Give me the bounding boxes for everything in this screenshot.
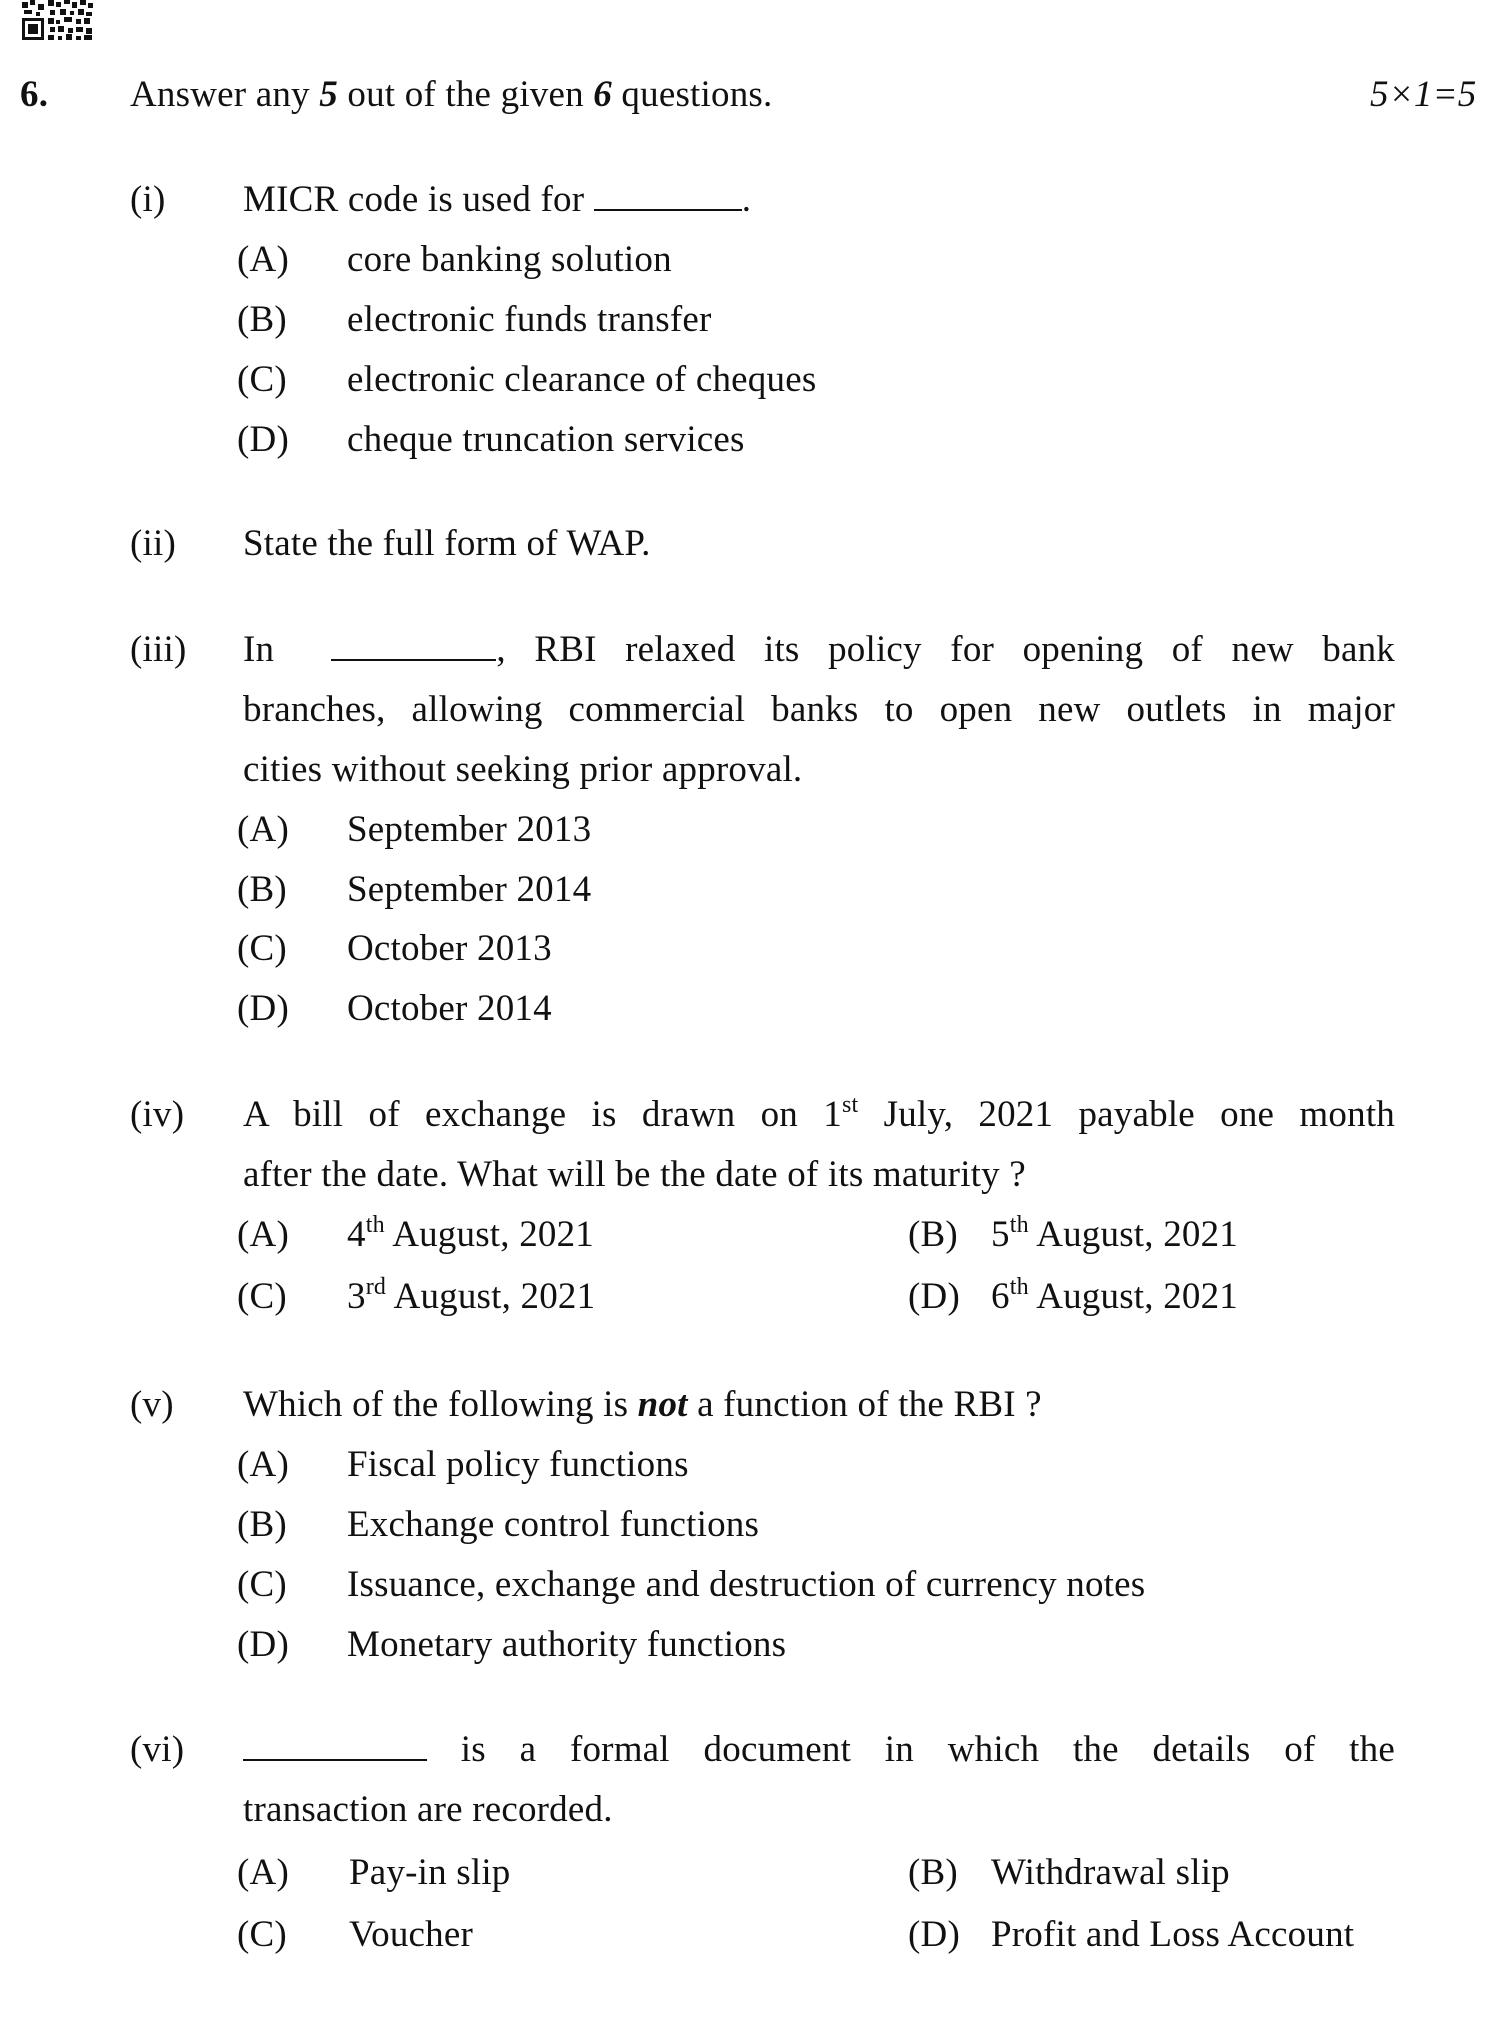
subquestion-stem-line: branches, allowing commercial banks to open new outlets in major (243, 689, 1395, 730)
instruction-text: out of the given (337, 74, 594, 115)
ordinal-suffix: st (841, 1092, 859, 1118)
option-label: (C) (237, 359, 287, 400)
instruction-text: questions. (611, 74, 773, 115)
option-label: (D) (908, 1276, 960, 1317)
option-label: (A) (237, 239, 289, 280)
option-label: (B) (237, 869, 287, 910)
option-text: Fiscal policy functions (347, 1444, 689, 1485)
option-rest: August, 2021 (386, 1276, 596, 1317)
option-num: 6 (991, 1276, 1010, 1317)
fill-in-blank (243, 1729, 427, 1761)
ordinal-suffix: th (1009, 1274, 1029, 1300)
option-label: (D) (908, 1914, 960, 1955)
question-instruction (130, 73, 772, 117)
ordinal-suffix: rd (365, 1274, 387, 1300)
stem-text: A bill of exchange is drawn on 1 (243, 1094, 842, 1135)
stem-text: is a formal document in which the details of the (427, 1729, 1395, 1770)
fill-in-blank (594, 179, 742, 211)
option-label: (C) (237, 928, 287, 969)
option-text (991, 1275, 1238, 1319)
stem-text: . (741, 179, 752, 220)
subquestion-label: (i) (130, 179, 166, 220)
stem-text: a function of the RBI ? (687, 1384, 1042, 1425)
option-label: (B) (237, 1504, 287, 1545)
option-num: 3 (347, 1276, 366, 1317)
option-text: Issuance, exchange and destruction of currency notes (347, 1564, 1146, 1605)
option-label: (C) (237, 1564, 287, 1605)
stem-text: Which of the following is (243, 1384, 638, 1425)
option-label: (A) (237, 1444, 289, 1485)
fill-in-blank (331, 629, 496, 661)
option-label: (C) (237, 1914, 287, 1955)
option-rest: August, 2021 (1028, 1214, 1238, 1255)
instruction-text: Answer any (130, 74, 320, 115)
marks-allocation: 5×1=5 (1370, 74, 1477, 115)
option-label: (B) (908, 1852, 958, 1893)
stem-text: , RBI relaxed its policy for opening of new bank (496, 629, 1396, 670)
option-text: October 2013 (347, 928, 552, 969)
option-num: 5 (991, 1214, 1010, 1255)
stem-text: In (243, 629, 303, 670)
subquestion-stem-line (243, 1728, 1395, 1772)
subquestion-label: (ii) (130, 523, 177, 564)
subquestion-stem-line: transaction are recorded. (243, 1789, 613, 1830)
option-text: September 2014 (347, 869, 592, 910)
subquestion-label: (iv) (130, 1094, 185, 1135)
option-label: (D) (237, 419, 289, 460)
option-text: October 2014 (347, 988, 552, 1029)
option-label: (A) (237, 809, 289, 850)
subquestion-label: (vi) (130, 1729, 185, 1770)
option-text: core banking solution (347, 239, 672, 280)
instruction-total-emphasis: 6 (593, 74, 612, 115)
stem-text: MICR code is used for (243, 179, 594, 220)
option-text (347, 1213, 594, 1257)
option-label: (A) (237, 1214, 289, 1255)
option-text: Voucher (349, 1914, 474, 1955)
option-text: September 2013 (347, 809, 592, 850)
option-text: electronic clearance of cheques (347, 359, 817, 400)
instruction-count-emphasis: 5 (319, 74, 338, 115)
option-text: Exchange control functions (347, 1504, 760, 1545)
qr-code-icon (20, 0, 94, 42)
option-label: (B) (908, 1214, 958, 1255)
subquestion-stem-line (243, 1093, 1395, 1137)
subquestion-stem: State the full form of WAP. (243, 523, 651, 564)
option-label: (D) (237, 1624, 289, 1665)
subquestion-stem-line: after the date. What will be the date of its maturity ? (243, 1154, 1026, 1195)
option-text: cheque truncation services (347, 419, 745, 460)
subquestion-stem-line (243, 628, 1395, 672)
option-rest: August, 2021 (1028, 1276, 1238, 1317)
option-text (347, 1275, 595, 1319)
subquestion-stem (243, 1383, 1042, 1427)
subquestion-label: (iii) (130, 629, 187, 670)
stem-text: July, 2021 payable one month (858, 1094, 1395, 1135)
subquestion-stem-line: cities without seeking prior approval. (243, 749, 803, 790)
option-label: (C) (237, 1276, 287, 1317)
option-label: (A) (237, 1852, 289, 1893)
option-text: Pay-in slip (349, 1852, 511, 1893)
subquestion-label: (v) (130, 1384, 174, 1425)
question-number: 6. (20, 74, 49, 115)
option-label: (D) (237, 988, 289, 1029)
stem-emphasis: not (637, 1384, 688, 1425)
option-text: electronic funds transfer (347, 299, 712, 340)
option-label: (B) (237, 299, 287, 340)
ordinal-suffix: th (365, 1212, 385, 1238)
option-text: Profit and Loss Account (991, 1914, 1355, 1955)
option-text: Monetary authority functions (347, 1624, 787, 1665)
option-rest: August, 2021 (384, 1214, 594, 1255)
ordinal-suffix: th (1009, 1212, 1029, 1238)
option-text: Withdrawal slip (991, 1852, 1230, 1893)
option-num: 4 (347, 1214, 366, 1255)
subquestion-stem (243, 178, 751, 222)
option-text (991, 1213, 1238, 1257)
